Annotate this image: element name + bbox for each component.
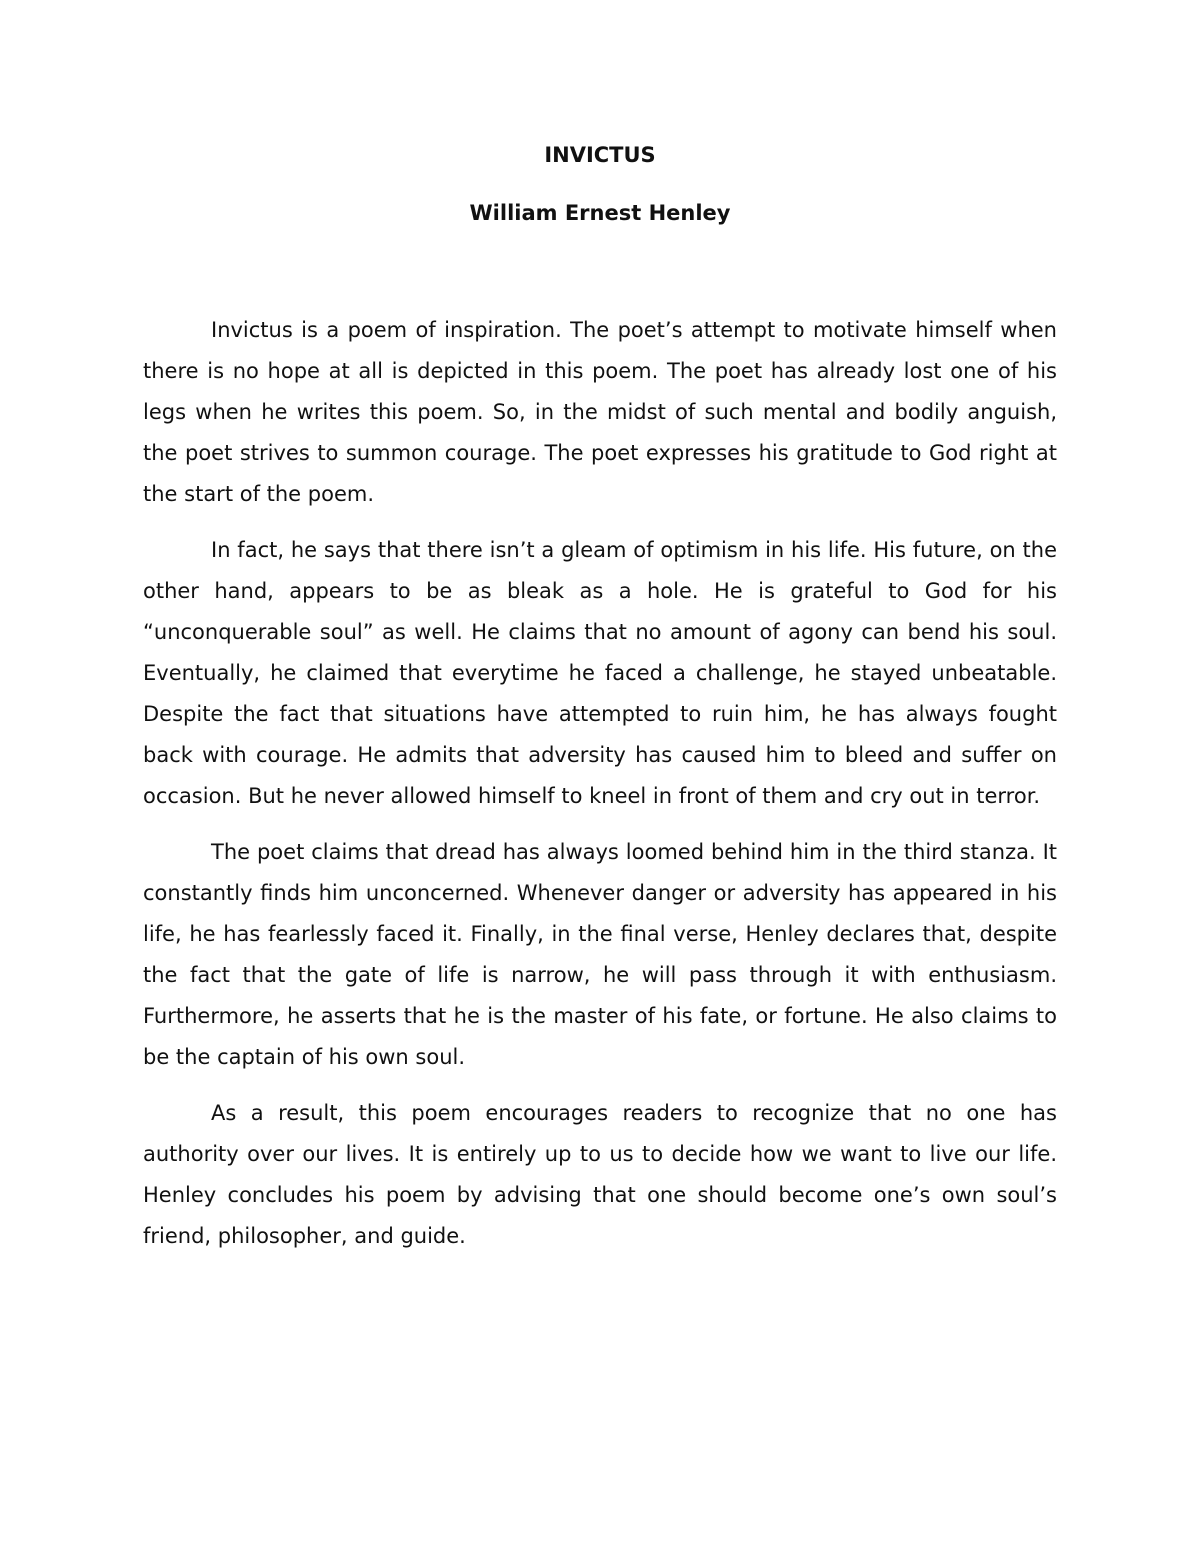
paragraph-1: Invictus is a poem of inspiration. The poet’s attempt to motivate himself when there is no hope at all is depicted in this poem. The poet has already lost one of his legs when he writes this poem. So, in the midst of such mental and bodily anguish, the poet strives to summon courage. The poet expresses his gratitude to God right at the start of the poem. bbox=[143, 318, 1057, 506]
document-title: INVICTUS bbox=[544, 143, 656, 167]
paragraph-2: In fact, he says that there isn’t a gleam of optimism in his life. His future, on the other hand, appears to be as bleak as a hole. He is grateful to God for his “unconquerable soul” as well. He claims that no amount of agony can bend his soul. Eventually, he claimed that everytime he faced a challenge, he stayed unbeatable. Despite the fact that situations have attempted to ruin him, he has always fought back with courage. He admits that adversity has caused him to bleed and suffer on occasion. But he never allowed himself to kneel in front of them and cry out in terror. bbox=[143, 538, 1057, 808]
paragraph-3: The poet claims that dread has always loomed behind him in the third stanza. It constantly finds him unconcerned. Whenever danger or adversity has appeared in his life, he has fearlessly faced it. Finally, in the final verse, Henley declares that, despite the fact that the gate of life is narrow, he will pass through it with enthusiasm. Furthermore, he asserts that he is the master of his fate, or fortune. He also claims to be the captain of his own soul. bbox=[143, 840, 1057, 1069]
document-author: William Ernest Henley bbox=[469, 201, 731, 225]
document-body bbox=[143, 310, 1057, 1257]
paragraph-4: As a result, this poem encourages readers to recognize that no one has authority over our lives. It is entirely up to us to decide how we want to live our life. Henley concludes his poem by advising that one should become one’s own soul’s friend, philosopher, and guide. bbox=[143, 1101, 1057, 1248]
